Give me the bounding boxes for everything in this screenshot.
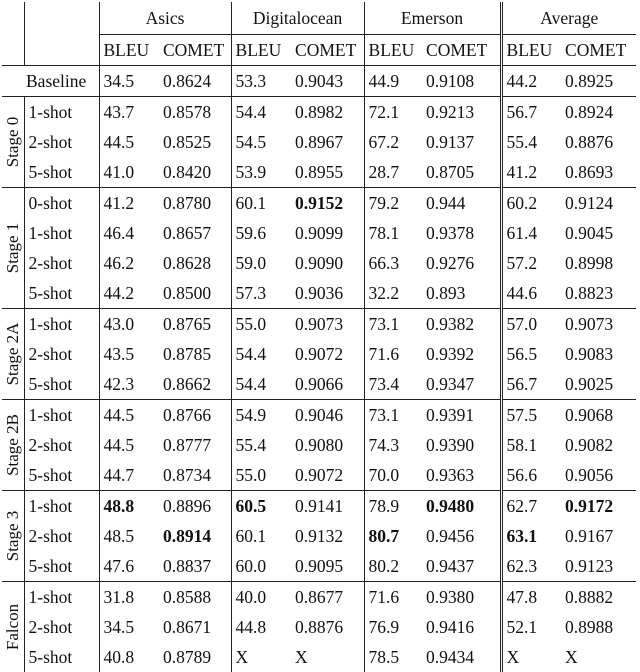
- table-row: [2, 400, 636, 431]
- table-cell: 62.7: [501, 491, 561, 522]
- table-cell: 0.8876: [291, 612, 364, 642]
- table-cell: 42.3: [99, 369, 159, 400]
- table-cell: 74.3: [364, 430, 422, 460]
- table-cell: 0.9390: [422, 430, 501, 460]
- table-cell: 0.944: [422, 188, 501, 219]
- dataset-header: Average: [501, 2, 636, 35]
- table-cell: 0.9434: [422, 642, 501, 672]
- table-cell: 0.8837: [159, 551, 231, 582]
- shot-label: 2-shot: [24, 521, 99, 551]
- metric-header: BLEU: [99, 35, 159, 66]
- table-cell: 0.9095: [291, 551, 364, 582]
- shot-label: 5-shot: [24, 278, 99, 309]
- table-cell: X: [501, 642, 561, 672]
- table-cell: 0.9056: [561, 460, 636, 491]
- table-cell: 59.0: [231, 248, 291, 278]
- table-cell: 0.9073: [561, 309, 636, 340]
- table-cell: 47.6: [99, 551, 159, 582]
- shot-label: 1-shot: [24, 491, 99, 522]
- table-cell: 0.8588: [159, 582, 231, 613]
- table-cell: 56.7: [501, 97, 561, 128]
- shot-label: 2-shot: [24, 127, 99, 157]
- table-cell: 43.0: [99, 309, 159, 340]
- results-table: [2, 2, 636, 672]
- dataset-header: Emerson: [364, 2, 501, 35]
- table-cell: 73.1: [364, 309, 422, 340]
- dataset-header-row: [2, 2, 636, 35]
- table-cell: 32.2: [364, 278, 422, 309]
- table-cell: 0.8671: [159, 612, 231, 642]
- table-cell: 54.5: [231, 127, 291, 157]
- table-cell: 0.9416: [422, 612, 501, 642]
- table-row: [2, 460, 636, 491]
- table-cell: 0.9382: [422, 309, 501, 340]
- table-cell: 0.9108: [422, 66, 501, 97]
- table-row: [2, 369, 636, 400]
- metric-header-row: [2, 35, 636, 66]
- table-cell: 48.8: [99, 491, 159, 522]
- table-cell: 0.9025: [561, 369, 636, 400]
- group-label-cell: [2, 400, 24, 491]
- table-cell: 71.6: [364, 582, 422, 613]
- shot-label: 1-shot: [24, 97, 99, 128]
- table-cell: 0.9073: [291, 309, 364, 340]
- table-cell: 56.5: [501, 339, 561, 369]
- table-cell: 80.7: [364, 521, 422, 551]
- table-cell: 61.4: [501, 218, 561, 248]
- group-label-cell: [2, 309, 24, 400]
- table-row: [2, 309, 636, 340]
- table-cell: 40.8: [99, 642, 159, 672]
- table-cell: 80.2: [364, 551, 422, 582]
- shot-label: 1-shot: [24, 582, 99, 613]
- table-cell: 0.9276: [422, 248, 501, 278]
- table-cell: 0.8734: [159, 460, 231, 491]
- table-cell: 76.9: [364, 612, 422, 642]
- table-cell: 60.2: [501, 188, 561, 219]
- table-cell: 0.9036: [291, 278, 364, 309]
- baseline-label: Baseline: [24, 66, 99, 97]
- table-cell: 55.0: [231, 460, 291, 491]
- table-cell: 41.2: [501, 157, 561, 188]
- table-cell: 44.2: [99, 278, 159, 309]
- shot-label: 1-shot: [24, 218, 99, 248]
- shot-label: 5-shot: [24, 369, 99, 400]
- table-row: [2, 642, 636, 672]
- table-cell: 34.5: [99, 612, 159, 642]
- table-cell: 44.5: [99, 430, 159, 460]
- group-label: Falcon: [4, 604, 22, 650]
- table-cell: 55.0: [231, 309, 291, 340]
- table-cell: 57.5: [501, 400, 561, 431]
- table-cell: 0.9132: [291, 521, 364, 551]
- table-cell: 52.1: [501, 612, 561, 642]
- table-cell: 0.9043: [291, 66, 364, 97]
- table-cell: 0.9172: [561, 491, 636, 522]
- table-cell: 0.9072: [291, 460, 364, 491]
- shot-label: 2-shot: [24, 248, 99, 278]
- table-cell: 78.5: [364, 642, 422, 672]
- table-cell: 0.8628: [159, 248, 231, 278]
- table-row: [2, 521, 636, 551]
- table-cell: 0.9072: [291, 339, 364, 369]
- table-cell: X: [561, 642, 636, 672]
- table-row: [2, 491, 636, 522]
- table-cell: 63.1: [501, 521, 561, 551]
- shot-label: 5-shot: [24, 460, 99, 491]
- table-cell: 0.8925: [561, 66, 636, 97]
- table-row: [2, 551, 636, 582]
- table-cell: 46.4: [99, 218, 159, 248]
- table-cell: 0.8876: [561, 127, 636, 157]
- group-label: Stage 3: [4, 511, 22, 562]
- table-cell: 58.1: [501, 430, 561, 460]
- shot-label: 5-shot: [24, 551, 99, 582]
- table-cell: 0.9152: [291, 188, 364, 219]
- table-cell: 0.9080: [291, 430, 364, 460]
- table-cell: 0.8578: [159, 97, 231, 128]
- table-cell: 60.1: [231, 521, 291, 551]
- table-cell: 46.2: [99, 248, 159, 278]
- table-cell: 0.8780: [159, 188, 231, 219]
- table-cell: 0.8789: [159, 642, 231, 672]
- table-cell: 54.9: [231, 400, 291, 431]
- table-cell: 55.4: [501, 127, 561, 157]
- table-cell: 57.2: [501, 248, 561, 278]
- table-cell: 0.9363: [422, 460, 501, 491]
- table-cell: 0.9082: [561, 430, 636, 460]
- metric-header: COMET: [422, 35, 501, 66]
- table-cell: 44.7: [99, 460, 159, 491]
- table-row: [2, 612, 636, 642]
- table-cell: 0.9167: [561, 521, 636, 551]
- table-cell: 57.0: [501, 309, 561, 340]
- table-cell: 44.5: [99, 400, 159, 431]
- metric-header: BLEU: [501, 35, 561, 66]
- table-row: [2, 97, 636, 128]
- table-cell: 0.8882: [561, 582, 636, 613]
- table-cell: 0.8896: [159, 491, 231, 522]
- table-cell: 53.3: [231, 66, 291, 97]
- table-cell: 0.9099: [291, 218, 364, 248]
- table-cell: 0.9378: [422, 218, 501, 248]
- table-cell: 60.0: [231, 551, 291, 582]
- table-cell: 0.8777: [159, 430, 231, 460]
- table-cell: X: [231, 642, 291, 672]
- shot-label: 2-shot: [24, 430, 99, 460]
- group-label-cell: [2, 582, 24, 672]
- shot-label: 5-shot: [24, 157, 99, 188]
- group-label-cell: [2, 97, 24, 188]
- group-label-cell: [2, 491, 24, 582]
- table-row: [2, 218, 636, 248]
- table-row: [2, 248, 636, 278]
- table-cell: 0.8624: [159, 66, 231, 97]
- table-cell: 54.4: [231, 369, 291, 400]
- table-cell: 55.4: [231, 430, 291, 460]
- table-cell: 71.6: [364, 339, 422, 369]
- shot-label: 1-shot: [24, 400, 99, 431]
- table-cell: 67.2: [364, 127, 422, 157]
- table-cell: 60.5: [231, 491, 291, 522]
- table-cell: 79.2: [364, 188, 422, 219]
- table-cell: 0.8914: [159, 521, 231, 551]
- table-cell: 0.8693: [561, 157, 636, 188]
- table-cell: 0.9480: [422, 491, 501, 522]
- table-cell: 57.3: [231, 278, 291, 309]
- table-cell: 43.5: [99, 339, 159, 369]
- table-cell: 0.9045: [561, 218, 636, 248]
- table-cell: 0.8988: [561, 612, 636, 642]
- table-row: [2, 278, 636, 309]
- table-cell: 0.8766: [159, 400, 231, 431]
- metric-header: COMET: [291, 35, 364, 66]
- table-cell: 0.9391: [422, 400, 501, 431]
- table-cell: 44.5: [99, 127, 159, 157]
- table-row: [2, 430, 636, 460]
- table-cell: 56.7: [501, 369, 561, 400]
- group-label: Stage 2A: [4, 323, 22, 386]
- table-cell: 53.9: [231, 157, 291, 188]
- table-cell: 0.9141: [291, 491, 364, 522]
- table-cell: 47.8: [501, 582, 561, 613]
- table-cell: 41.0: [99, 157, 159, 188]
- table-cell: 34.5: [99, 66, 159, 97]
- table-cell: 62.3: [501, 551, 561, 582]
- table-cell: 0.9380: [422, 582, 501, 613]
- table-cell: 0.9137: [422, 127, 501, 157]
- table-cell: 0.8823: [561, 278, 636, 309]
- table-row: [2, 188, 636, 219]
- table-cell: 0.8500: [159, 278, 231, 309]
- table-cell: 73.1: [364, 400, 422, 431]
- shot-label: 5-shot: [24, 642, 99, 672]
- shot-label: 0-shot: [24, 188, 99, 219]
- table-row: [2, 339, 636, 369]
- table-cell: 0.9046: [291, 400, 364, 431]
- table-cell: 66.3: [364, 248, 422, 278]
- table-cell: 0.9437: [422, 551, 501, 582]
- table-cell: 0.893: [422, 278, 501, 309]
- table-cell: 78.9: [364, 491, 422, 522]
- metric-header: COMET: [159, 35, 231, 66]
- table-cell: 40.0: [231, 582, 291, 613]
- table-cell: 0.8525: [159, 127, 231, 157]
- table-cell: 0.9456: [422, 521, 501, 551]
- table-cell: 43.7: [99, 97, 159, 128]
- table-cell: 0.8765: [159, 309, 231, 340]
- table-cell: 0.8677: [291, 582, 364, 613]
- table-cell: 0.8705: [422, 157, 501, 188]
- table-cell: 0.8955: [291, 157, 364, 188]
- table-cell: 0.8924: [561, 97, 636, 128]
- table-cell: 0.9124: [561, 188, 636, 219]
- baseline-row: [2, 66, 636, 97]
- table-cell: 0.8420: [159, 157, 231, 188]
- table-cell: 44.9: [364, 66, 422, 97]
- dataset-header: Digitalocean: [231, 2, 364, 35]
- table-cell: 28.7: [364, 157, 422, 188]
- table-cell: 0.9090: [291, 248, 364, 278]
- table-cell: 0.9213: [422, 97, 501, 128]
- corner-cell: [24, 35, 99, 66]
- table-cell: 0.8982: [291, 97, 364, 128]
- table-cell: 0.9083: [561, 339, 636, 369]
- table-cell: 54.4: [231, 97, 291, 128]
- table-cell: X: [291, 642, 364, 672]
- table-cell: 44.2: [501, 66, 561, 97]
- table-cell: 0.9123: [561, 551, 636, 582]
- group-label-cell: [2, 188, 24, 309]
- corner-cell: [2, 2, 24, 35]
- results-body: [2, 66, 636, 672]
- table-cell: 73.4: [364, 369, 422, 400]
- corner-cell: [24, 2, 99, 35]
- table-cell: 0.9066: [291, 369, 364, 400]
- table-cell: 31.8: [99, 582, 159, 613]
- group-label: Stage 2B: [4, 414, 22, 476]
- table-cell: 41.2: [99, 188, 159, 219]
- table-cell: 0.8785: [159, 339, 231, 369]
- table-cell: 72.1: [364, 97, 422, 128]
- metric-header: COMET: [561, 35, 636, 66]
- table-cell: 0.8998: [561, 248, 636, 278]
- shot-label: 1-shot: [24, 309, 99, 340]
- table-cell: 0.8657: [159, 218, 231, 248]
- shot-label: 2-shot: [24, 339, 99, 369]
- table-cell: 0.8662: [159, 369, 231, 400]
- table-cell: 54.4: [231, 339, 291, 369]
- table-cell: 0.9347: [422, 369, 501, 400]
- table-cell: 44.8: [231, 612, 291, 642]
- table-row: [2, 582, 636, 613]
- metric-header: BLEU: [231, 35, 291, 66]
- table-cell: 56.6: [501, 460, 561, 491]
- dataset-header: Asics: [99, 2, 231, 35]
- group-label: Stage 1: [4, 223, 22, 274]
- table-cell: 0.9068: [561, 400, 636, 431]
- table-row: [2, 127, 636, 157]
- table-cell: 78.1: [364, 218, 422, 248]
- table-row: [2, 157, 636, 188]
- table-cell: 0.8967: [291, 127, 364, 157]
- corner-cell: [2, 35, 24, 66]
- table-cell: 0.9392: [422, 339, 501, 369]
- table-cell: 59.6: [231, 218, 291, 248]
- table-cell: 70.0: [364, 460, 422, 491]
- metric-header: BLEU: [364, 35, 422, 66]
- group-label: Stage 0: [4, 117, 22, 168]
- table-cell: 44.6: [501, 278, 561, 309]
- table-cell: 48.5: [99, 521, 159, 551]
- baseline-group-cell: [2, 66, 24, 97]
- shot-label: 2-shot: [24, 612, 99, 642]
- table-cell: 60.1: [231, 188, 291, 219]
